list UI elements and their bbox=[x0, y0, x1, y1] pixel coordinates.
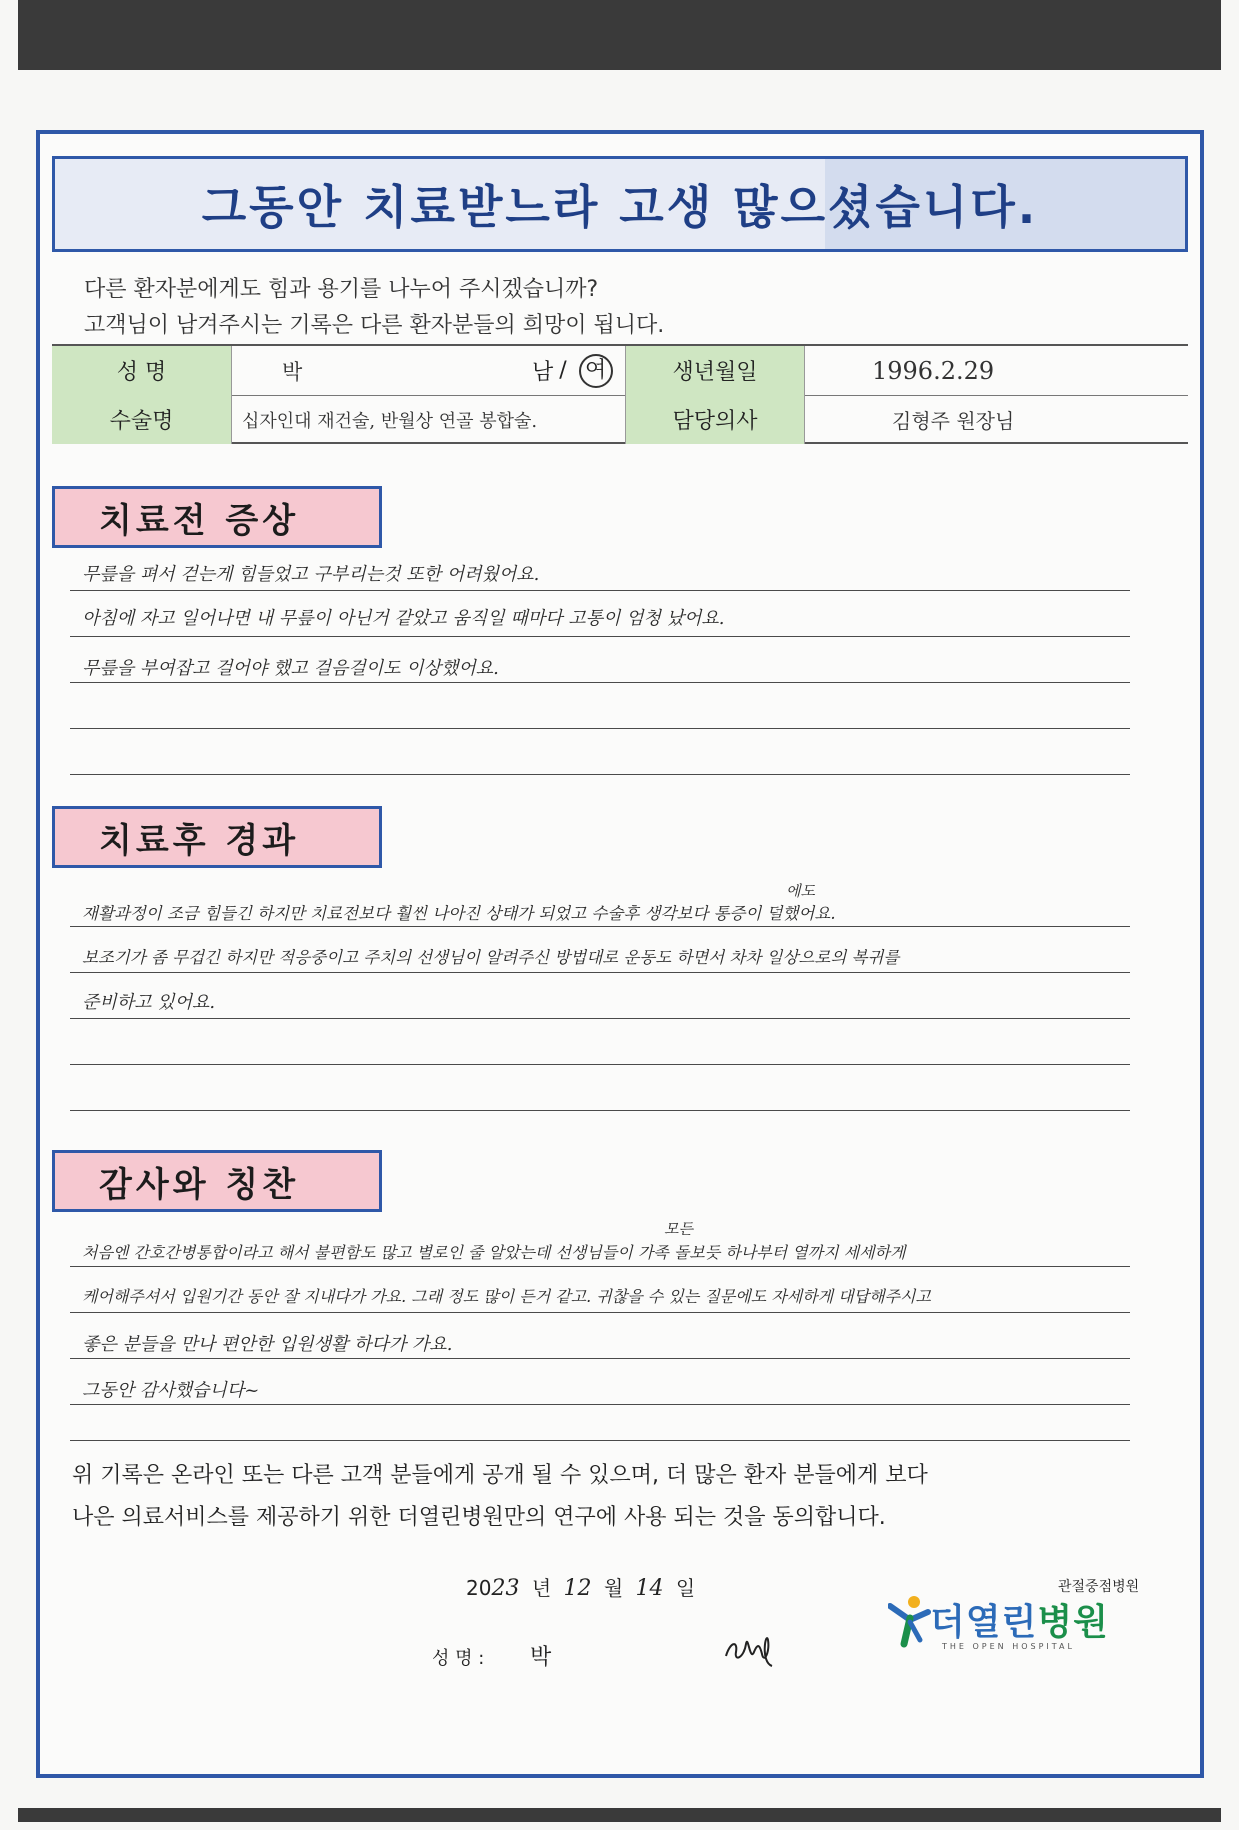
signature-name: 박 bbox=[530, 1645, 552, 1670]
ruled-line bbox=[70, 1110, 1130, 1111]
ruled-line bbox=[70, 774, 1130, 775]
handwritten-signature bbox=[720, 1622, 780, 1672]
surgery-label: 수술명 bbox=[52, 395, 232, 444]
logo-name bbox=[930, 1594, 1109, 1645]
thanks-line-3: 좋은 분들을 만나 편안한 입원생활 하다가 가요. bbox=[82, 1334, 453, 1355]
logo-name-part-2: 병원 bbox=[1037, 1602, 1109, 1643]
section-header-thanks: 감사와 칭찬 bbox=[52, 1150, 382, 1212]
info-row-1 bbox=[52, 346, 1188, 396]
signature-label: 성 명 : bbox=[432, 1648, 485, 1669]
after-line-1: 재활과정이 조금 힘들긴 하지만 치료전보다 훨씬 나아진 상태가 되었고 수술후 생각보다 통증이 덜했어요. bbox=[82, 904, 836, 923]
surgery-value: 십자인대 재건술, 반월상 연골 봉합술. bbox=[242, 410, 538, 432]
ruled-line bbox=[70, 1266, 1130, 1267]
after-line-3: 준비하고 있어요. bbox=[82, 992, 216, 1013]
scan-edge-top bbox=[18, 0, 1221, 70]
before-line-1: 무릎을 펴서 걷는게 힘들었고 구부리는것 또한 어려웠어요. bbox=[82, 564, 540, 585]
ruled-line bbox=[70, 728, 1130, 729]
thanks-line-2: 케어해주셔서 입원기간 동안 잘 지내다가 가요. 그래 정도 많이 든거 같고. 귀찮을 수 있는 질문에도 자세하게 대답해주시고 bbox=[82, 1287, 931, 1306]
date-line bbox=[466, 1572, 695, 1601]
ruled-line bbox=[70, 682, 1130, 683]
patient-info-table bbox=[52, 344, 1188, 444]
intro-line-1: 다른 환자분에게도 힘과 용기를 나누어 주시겠습니까? bbox=[84, 277, 599, 302]
thanks-line-4: 그동안 감사했습니다~ bbox=[82, 1380, 260, 1401]
birth-value: 1996.2.29 bbox=[872, 356, 995, 385]
ruled-line bbox=[70, 926, 1130, 927]
doctor-value: 김형주 원장님 bbox=[892, 409, 1015, 433]
section-header-before: 치료전 증상 bbox=[52, 486, 382, 548]
logo-name-part-1: 더열린 bbox=[930, 1602, 1038, 1643]
hospital-mascot-icon bbox=[888, 1592, 932, 1654]
ruled-line bbox=[70, 1404, 1130, 1405]
before-line-3: 무릎을 부여잡고 걸어야 했고 걸음걸이도 이상했어요. bbox=[82, 658, 499, 679]
name-value: 박 bbox=[282, 359, 303, 384]
thanks-insert-note: 모든 bbox=[664, 1220, 693, 1238]
day-value: 14 bbox=[635, 1576, 664, 1601]
signature-line bbox=[432, 1640, 551, 1671]
doctor-label: 담당의사 bbox=[625, 395, 805, 444]
scan-edge-bottom bbox=[18, 1808, 1221, 1822]
ruled-line bbox=[70, 1358, 1130, 1359]
gender-separator: / bbox=[559, 358, 567, 383]
logo-subtitle: THE OPEN HOSPITAL bbox=[942, 1642, 1075, 1651]
consent-line-2: 나은 의료서비스를 제공하기 위한 더열린병원만의 연구에 사용 되는 것을 동의합니다. bbox=[72, 1505, 886, 1530]
year-label: 년 bbox=[531, 1576, 552, 1600]
month-label: 월 bbox=[603, 1576, 624, 1600]
ruled-line bbox=[70, 590, 1130, 591]
intro-line-2: 고객님이 남겨주시는 기록은 다른 환자분들의 희망이 됩니다. bbox=[84, 313, 665, 338]
name-label: 성 명 bbox=[52, 346, 232, 395]
hospital-logo bbox=[888, 1576, 1168, 1666]
info-row-2 bbox=[52, 395, 1188, 444]
title-banner bbox=[52, 156, 1188, 252]
gender-female-circled: 여 bbox=[579, 354, 613, 388]
ruled-line bbox=[70, 972, 1130, 973]
month-value: 12 bbox=[563, 1576, 592, 1601]
ruled-line bbox=[70, 636, 1130, 637]
form-title: 그동안 치료받느라 고생 많으셨습니다. bbox=[201, 180, 1039, 234]
year-value: 23 bbox=[491, 1576, 520, 1601]
after-insert-note: 에도 bbox=[786, 882, 815, 900]
year-prefix: 20 bbox=[466, 1576, 492, 1600]
ruled-line bbox=[70, 1018, 1130, 1019]
day-label: 일 bbox=[675, 1576, 696, 1600]
logo-tagline: 관절중점병원 bbox=[1058, 1579, 1140, 1595]
gender-field bbox=[532, 346, 613, 395]
thanks-line-1: 처음엔 간호간병통합이라고 해서 불편함도 많고 별로인 줄 알았는데 선생님들이 가족 돌보듯 하나부터 열까지 세세하게 bbox=[82, 1243, 906, 1262]
birth-label: 생년월일 bbox=[625, 346, 805, 395]
ruled-line bbox=[70, 1064, 1130, 1065]
before-line-2: 아침에 자고 일어나면 내 무릎이 아닌거 같았고 움직일 때마다 고통이 엄청 났어요. bbox=[82, 608, 725, 629]
section-header-after: 치료후 경과 bbox=[52, 806, 382, 868]
gender-male: 남 bbox=[532, 360, 554, 385]
ruled-line bbox=[70, 1312, 1130, 1313]
ruled-line bbox=[70, 1440, 1130, 1441]
after-line-2: 보조기가 좀 무겁긴 하지만 적응중이고 주치의 선생님이 알려주신 방법대로 운동도 하면서 차차 일상으로의 복귀를 bbox=[82, 948, 900, 967]
consent-line-1: 위 기록은 온라인 또는 다른 고객 분들에게 공개 될 수 있으며, 더 많은 환자 분들에게 보다 bbox=[72, 1463, 928, 1488]
